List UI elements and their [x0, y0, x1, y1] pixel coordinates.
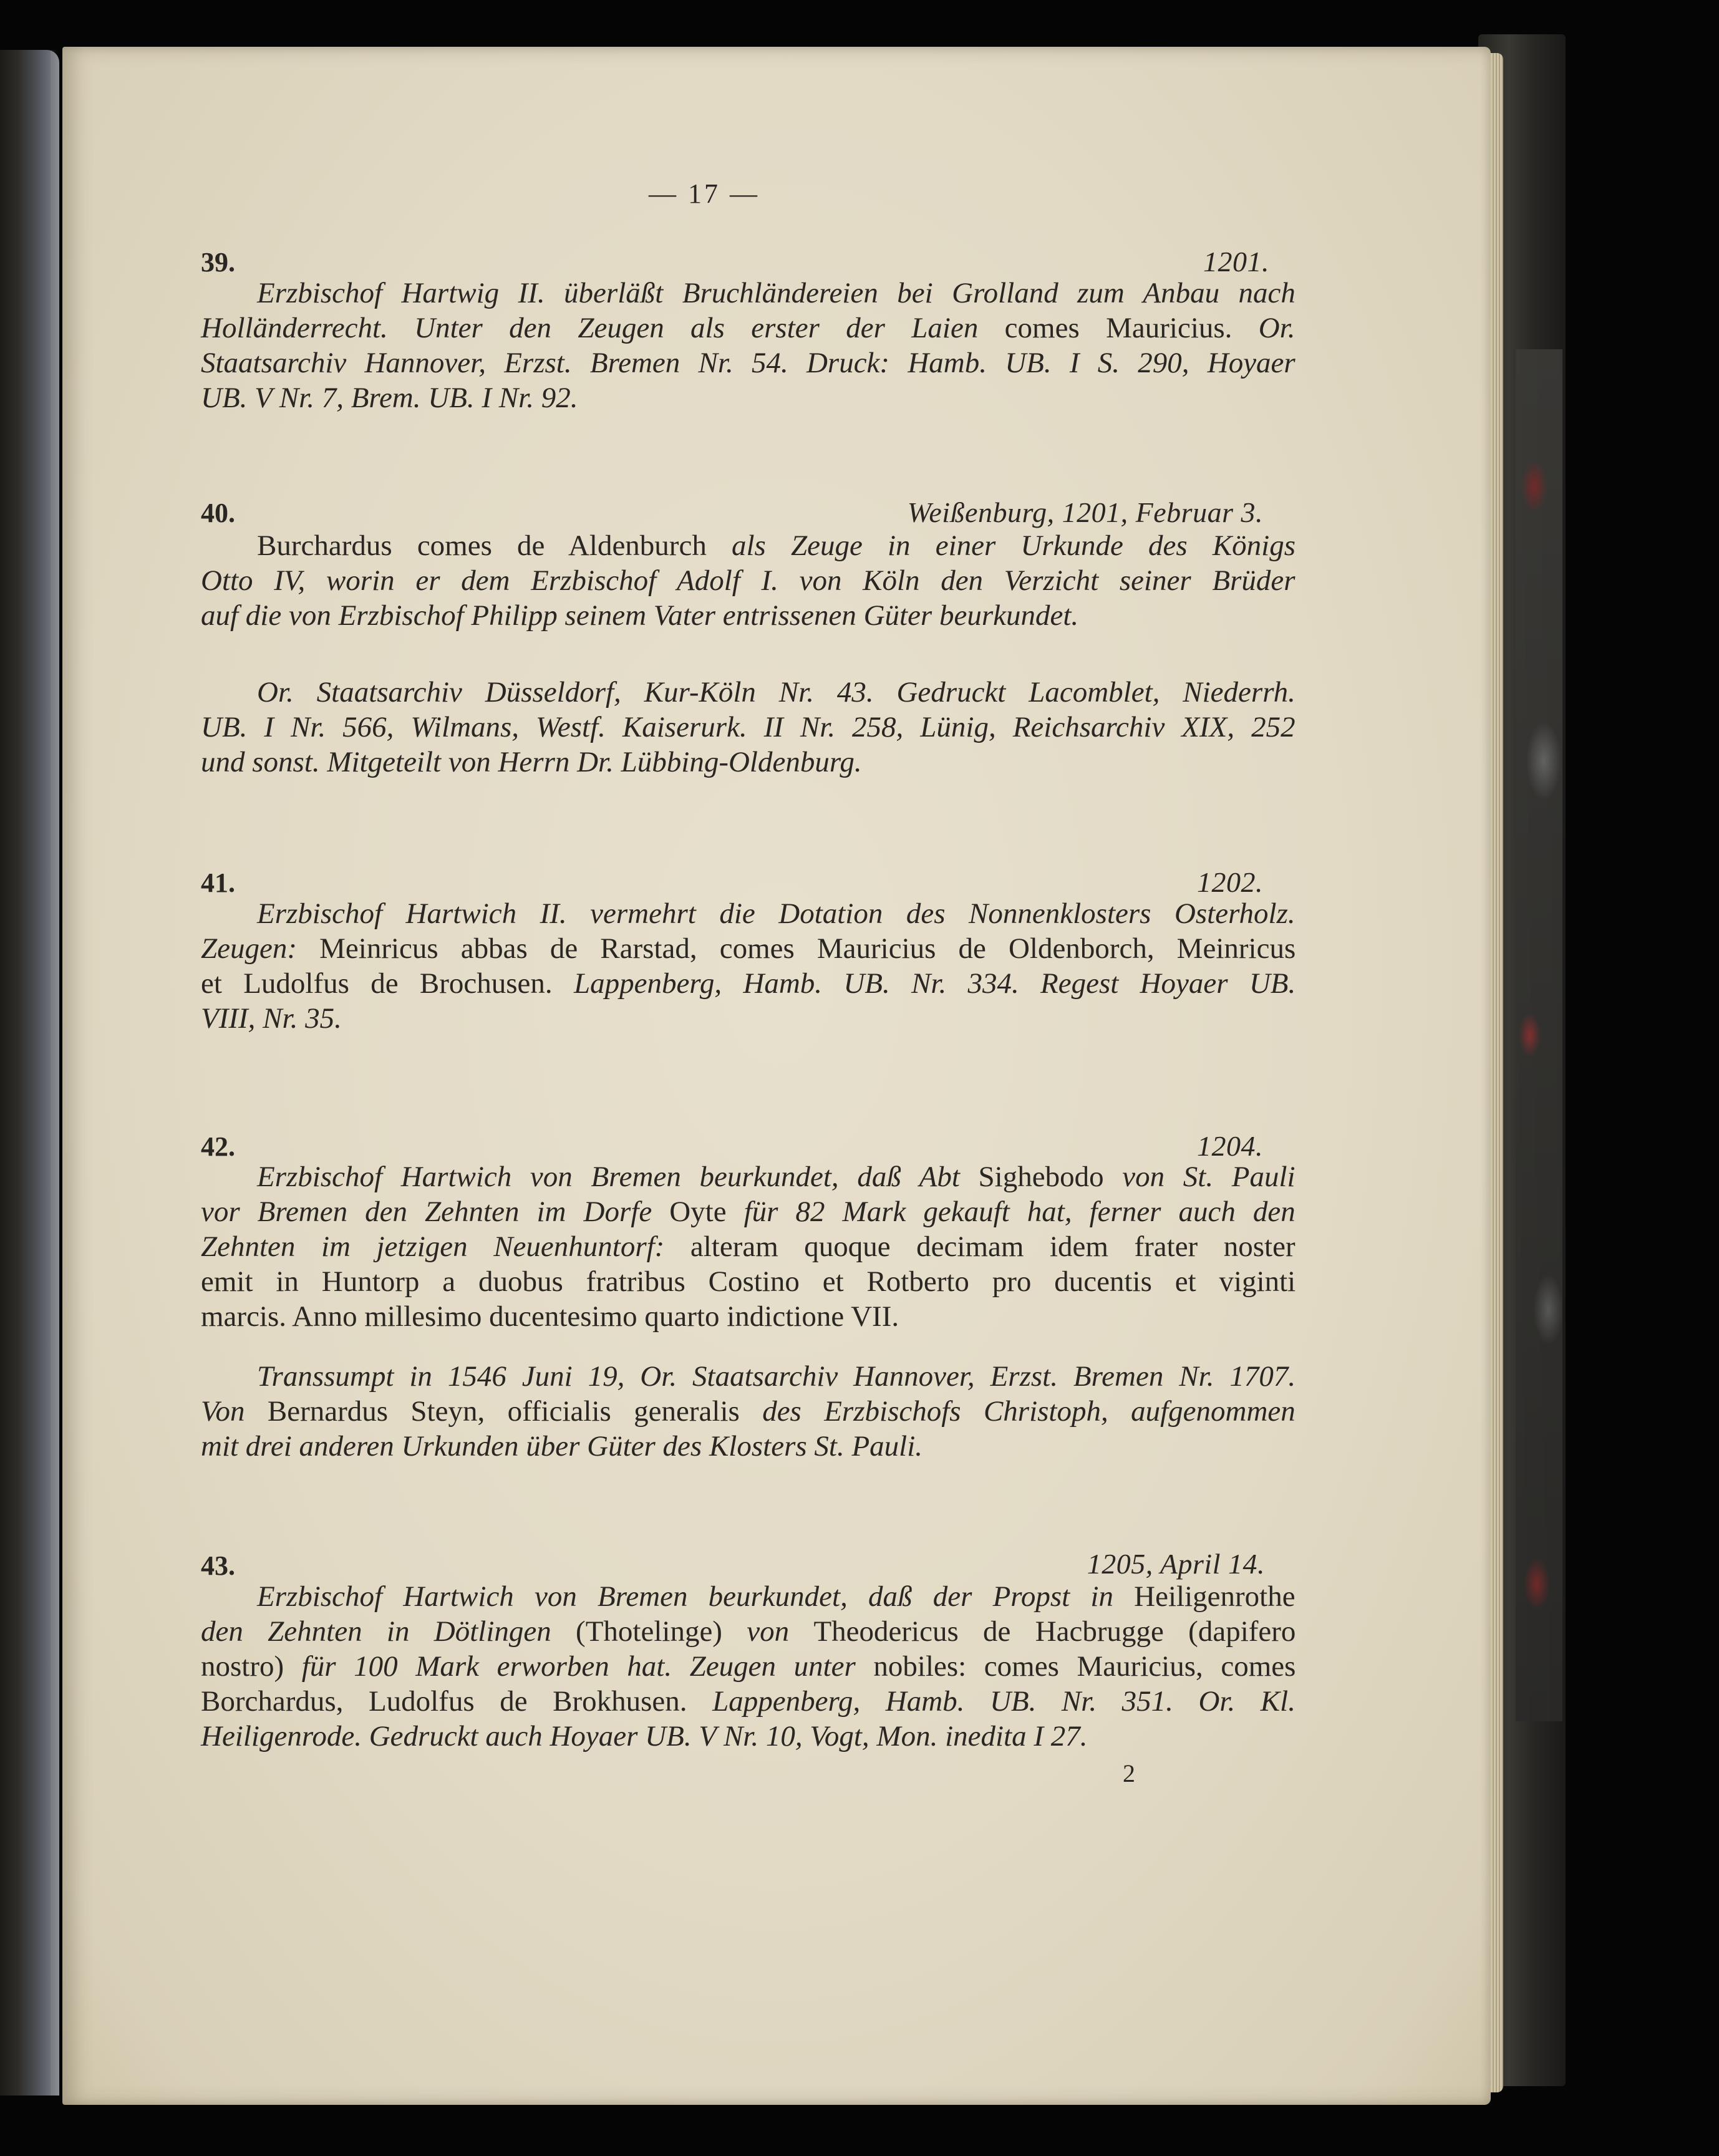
signature-mark: 2 [1123, 1759, 1136, 1787]
italic-span: Lappenberg, Hamb. UB. Nr. 351. Or. Kl. [712, 1685, 1295, 1718]
roman-span: Meinricus abbas de Rarstad, comes Mauricius de Oldenborch, Meinricus [319, 932, 1296, 965]
roman-span: Theodericus de Hacbrugge (dapifero [813, 1615, 1296, 1648]
italic-span: UB. I Nr. 566, Wilmans, Westf. Kaiserurk. II Nr. 258, Lünig, Reichsarchiv XIX, 252 [201, 711, 1295, 743]
italic-span: Zehnten im jetzigen Neuenhuntorf: [201, 1230, 690, 1263]
roman-span: Borchardus, Ludolfus de Brokhusen. [201, 1685, 713, 1718]
italic-span: für 100 Mark erworben hat. Zeugen unter [301, 1650, 874, 1683]
italic-span: Or. [1258, 312, 1295, 344]
text-line [201, 1195, 1295, 1229]
italic-span: Transsumpt in 1546 Juni 19, Or. Staatsarchiv Hannover, Erzst. Bremen Nr. 1707. [257, 1360, 1296, 1393]
entry-date: 1205, April 14. [1087, 1548, 1265, 1580]
italic-span: VIII, Nr. 35. [201, 1002, 342, 1035]
page-header: — 17 — [649, 178, 760, 209]
text-line [201, 1719, 1088, 1753]
roman-span: nobiles: comes Mauricius, comes [873, 1650, 1296, 1683]
roman-span: Burchardus comes de Aldenburch [257, 529, 732, 562]
italic-span: Von [201, 1395, 268, 1428]
text-line [201, 745, 862, 779]
italic-span: Erzbischof Hartwich von Bremen beurkundet, daß der Propst in [257, 1580, 1135, 1613]
italic-span: auf die von Erzbischof Philipp seinem Vater entrissenen Güter beurkundet. [201, 599, 1079, 632]
text-line [201, 1230, 1295, 1264]
text-line [201, 1300, 899, 1333]
text-line [257, 675, 1295, 709]
roman-span: comes Mauricius. [1004, 312, 1259, 344]
left-page-edge [0, 50, 59, 2096]
italic-span: von St. Pauli [1122, 1161, 1295, 1193]
roman-span: et Ludolfus de Brochusen. [201, 967, 574, 1000]
entry-number: 43. [201, 1550, 235, 1581]
text-line [201, 932, 1295, 965]
italic-span: Otto IV, worin er dem Erzbischof Adolf I. von Köln den Verzicht seiner Brüder [201, 564, 1295, 597]
text-line [201, 599, 1078, 632]
roman-span: nostro) [201, 1650, 302, 1683]
roman-span: (Thotelinge) [576, 1615, 747, 1648]
text-line [201, 967, 1295, 1000]
italic-span: Erzbischof Hartwich von Bremen beurkundet, daß Abt [257, 1161, 979, 1193]
italic-span: des Erzbischofs Christoph, aufgenommen [762, 1395, 1295, 1428]
roman-span: Bernardus Steyn, officialis generalis [267, 1395, 763, 1428]
text-line [201, 564, 1295, 597]
text-line [201, 1395, 1295, 1428]
italic-span: UB. V Nr. 7, Brem. UB. I Nr. 92. [201, 382, 578, 414]
text-line [201, 1002, 342, 1035]
roman-span: alteram quoque decimam idem frater noster [690, 1230, 1295, 1263]
text-line [201, 710, 1295, 744]
italic-span: Or. Staatsarchiv Düsseldorf, Kur-Köln Nr. 43. Gedruckt Lacomblet, Niederrh. [257, 676, 1295, 708]
text-line [201, 1650, 1295, 1683]
entry-date: 1201. [1203, 246, 1269, 278]
text-line [257, 1360, 1295, 1393]
italic-span: Erzbischof Hartwig II. überläßt Bruchländereien bei Grolland zum Anbau nach [257, 277, 1295, 309]
roman-span: Heiligenrothe [1134, 1580, 1295, 1613]
entry-number: 42. [201, 1131, 235, 1162]
italic-span: mit drei anderen Urkunden über Güter des Klosters St. Pauli. [201, 1430, 923, 1462]
italic-span: Zeugen: [201, 932, 320, 965]
entry-number: 41. [201, 868, 235, 898]
entry-number: 39. [201, 247, 235, 278]
entry-date: Weißenburg, 1201, Februar 3. [907, 496, 1263, 528]
italic-span: Lappenberg, Hamb. UB. Nr. 334. Regest Hoyaer UB. [573, 967, 1296, 1000]
italic-span: vor Bremen den Zehnten im Dorfe [201, 1196, 670, 1228]
roman-span: Oyte [669, 1196, 744, 1228]
entry-date: 1202. [1197, 866, 1263, 898]
text-line [201, 1265, 1295, 1298]
entry-number: 40. [201, 498, 235, 528]
italic-span: für 82 Mark gekauft hat, ferner auch den [743, 1196, 1295, 1228]
italic-span: Erzbischof Hartwich II. vermehrt die Dotation des Nonnenklosters Osterholz. [257, 897, 1295, 930]
text-line [201, 1615, 1295, 1648]
text-line [257, 276, 1295, 310]
italic-span: von [747, 1615, 814, 1648]
italic-span: und sonst. Mitgeteilt von Herrn Dr. Lübbing-Oldenburg. [201, 746, 862, 778]
entry-date: 1204. [1197, 1130, 1263, 1162]
text-line [257, 1580, 1295, 1613]
roman-span: marcis. Anno millesimo ducentesimo quarto indictione VII. [201, 1300, 899, 1333]
italic-span: den Zehnten in Dötlingen [201, 1615, 576, 1648]
book-page [62, 47, 1491, 2105]
italic-span: Holländerrecht. Unter den Zeugen als erster der Laien [201, 312, 1005, 344]
italic-span: Staatsarchiv Hannover, Erzst. Bremen Nr. 54. Druck: Hamb. UB. I S. 290, Hoyaer [201, 347, 1295, 379]
marbled-edge [1516, 349, 1562, 1721]
text-line [201, 346, 1295, 380]
text-line [201, 381, 578, 415]
italic-span: Heiligenrode. Gedruckt auch Hoyaer UB. V Nr. 10, Vogt, Mon. inedita I 27. [201, 1720, 1088, 1752]
text-line [257, 897, 1295, 931]
text-line [257, 529, 1295, 563]
text-line [201, 1685, 1295, 1718]
roman-span: Sighebodo [978, 1161, 1123, 1193]
italic-span: als Zeuge in einer Urkunde des Königs [731, 529, 1296, 562]
text-line [201, 1429, 922, 1463]
text-line [201, 311, 1295, 345]
roman-span: emit in Huntorp a duobus fratribus Costino et Rotberto pro ducentis et viginti [201, 1265, 1296, 1298]
text-line [257, 1160, 1295, 1194]
